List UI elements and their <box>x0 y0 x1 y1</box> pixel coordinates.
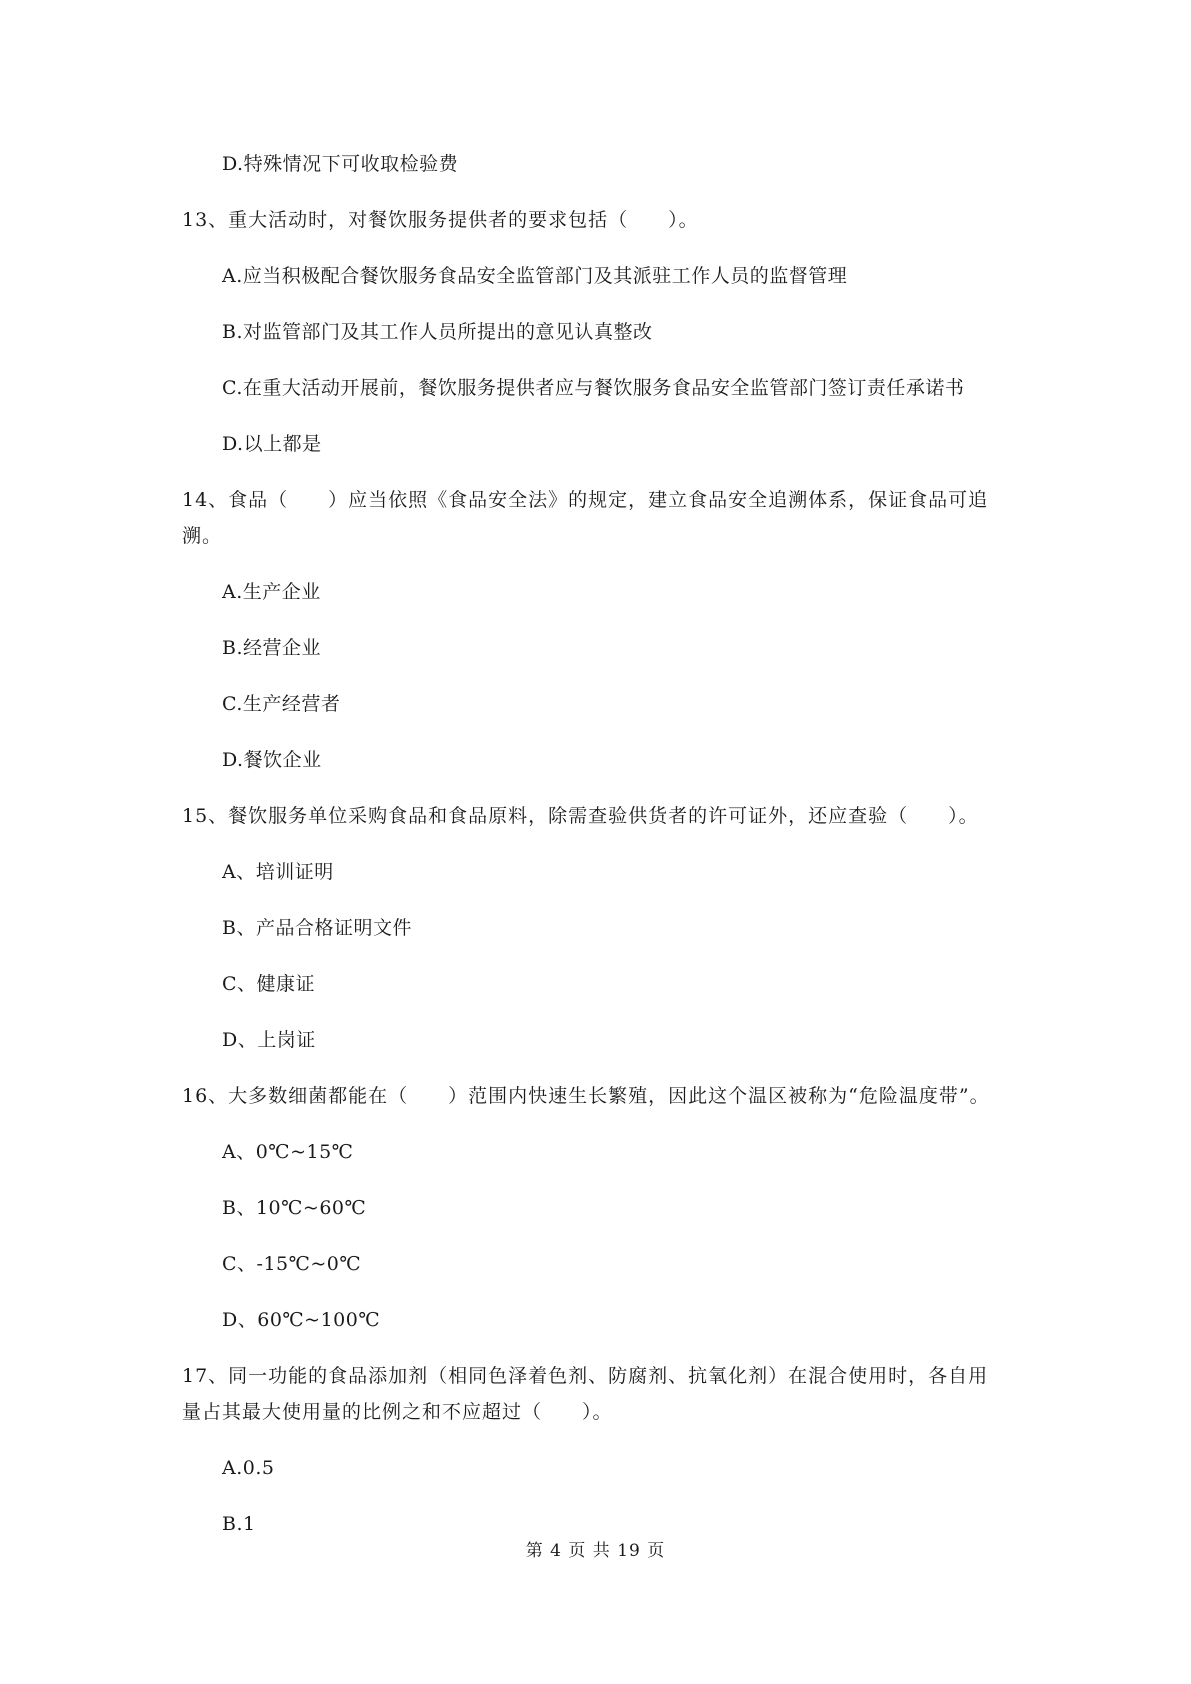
question-text: 15、餐饮服务单位采购食品和食品原料，除需查验供货者的许可证外，还应查验（ ）。 <box>182 805 979 827</box>
answer-option: C、-15℃~0℃ <box>222 1253 362 1275</box>
answer-option: C.在重大活动开展前，餐饮服务提供者应与餐饮服务食品安全监管部门签订责任承诺书 <box>222 377 965 399</box>
answer-option: A、0℃~15℃ <box>222 1141 354 1163</box>
answer-option: B、10℃~60℃ <box>222 1197 367 1219</box>
question-text: 14、食品（ ）应当依照《食品安全法》的规定，建立食品安全追溯体系，保证食品可追 <box>182 489 989 511</box>
answer-option: B.1 <box>222 1513 256 1535</box>
answer-option: C.生产经营者 <box>222 693 341 715</box>
answer-option: B、产品合格证明文件 <box>222 917 412 939</box>
answer-option: D、60℃~100℃ <box>222 1309 381 1331</box>
answer-option: D、上岗证 <box>222 1029 316 1051</box>
answer-option: D.以上都是 <box>222 433 322 455</box>
question-text: 13、重大活动时，对餐饮服务提供者的要求包括（ ）。 <box>182 209 699 231</box>
answer-option: A.0.5 <box>222 1457 275 1479</box>
question-text: 17、同一功能的食品添加剂（相同色泽着色剂、防腐剂、抗氧化剂）在混合使用时，各自用 <box>182 1365 989 1387</box>
question-text: 溯。 <box>182 525 223 547</box>
answer-option: D.餐饮企业 <box>222 749 322 771</box>
question-text: 16、大多数细菌都能在（ ）范围内快速生长繁殖，因此这个温区被称为“危险温度带”。 <box>182 1085 990 1107</box>
answer-option: A、培训证明 <box>222 861 334 883</box>
answer-option: B.对监管部门及其工作人员所提出的意见认真整改 <box>222 321 653 343</box>
answer-option: D.特殊情况下可收取检验费 <box>222 153 459 175</box>
answer-option: C、健康证 <box>222 973 316 995</box>
answer-option: B.经营企业 <box>222 637 322 659</box>
question-text: 量占其最大使用量的比例之和不应超过（ ）。 <box>182 1401 613 1423</box>
answer-option: A.生产企业 <box>222 581 321 603</box>
answer-option: A.应当积极配合餐饮服务食品安全监管部门及其派驻工作人员的监督管理 <box>222 265 848 287</box>
page-footer: 第 4 页 共 19 页 <box>525 1541 666 1561</box>
